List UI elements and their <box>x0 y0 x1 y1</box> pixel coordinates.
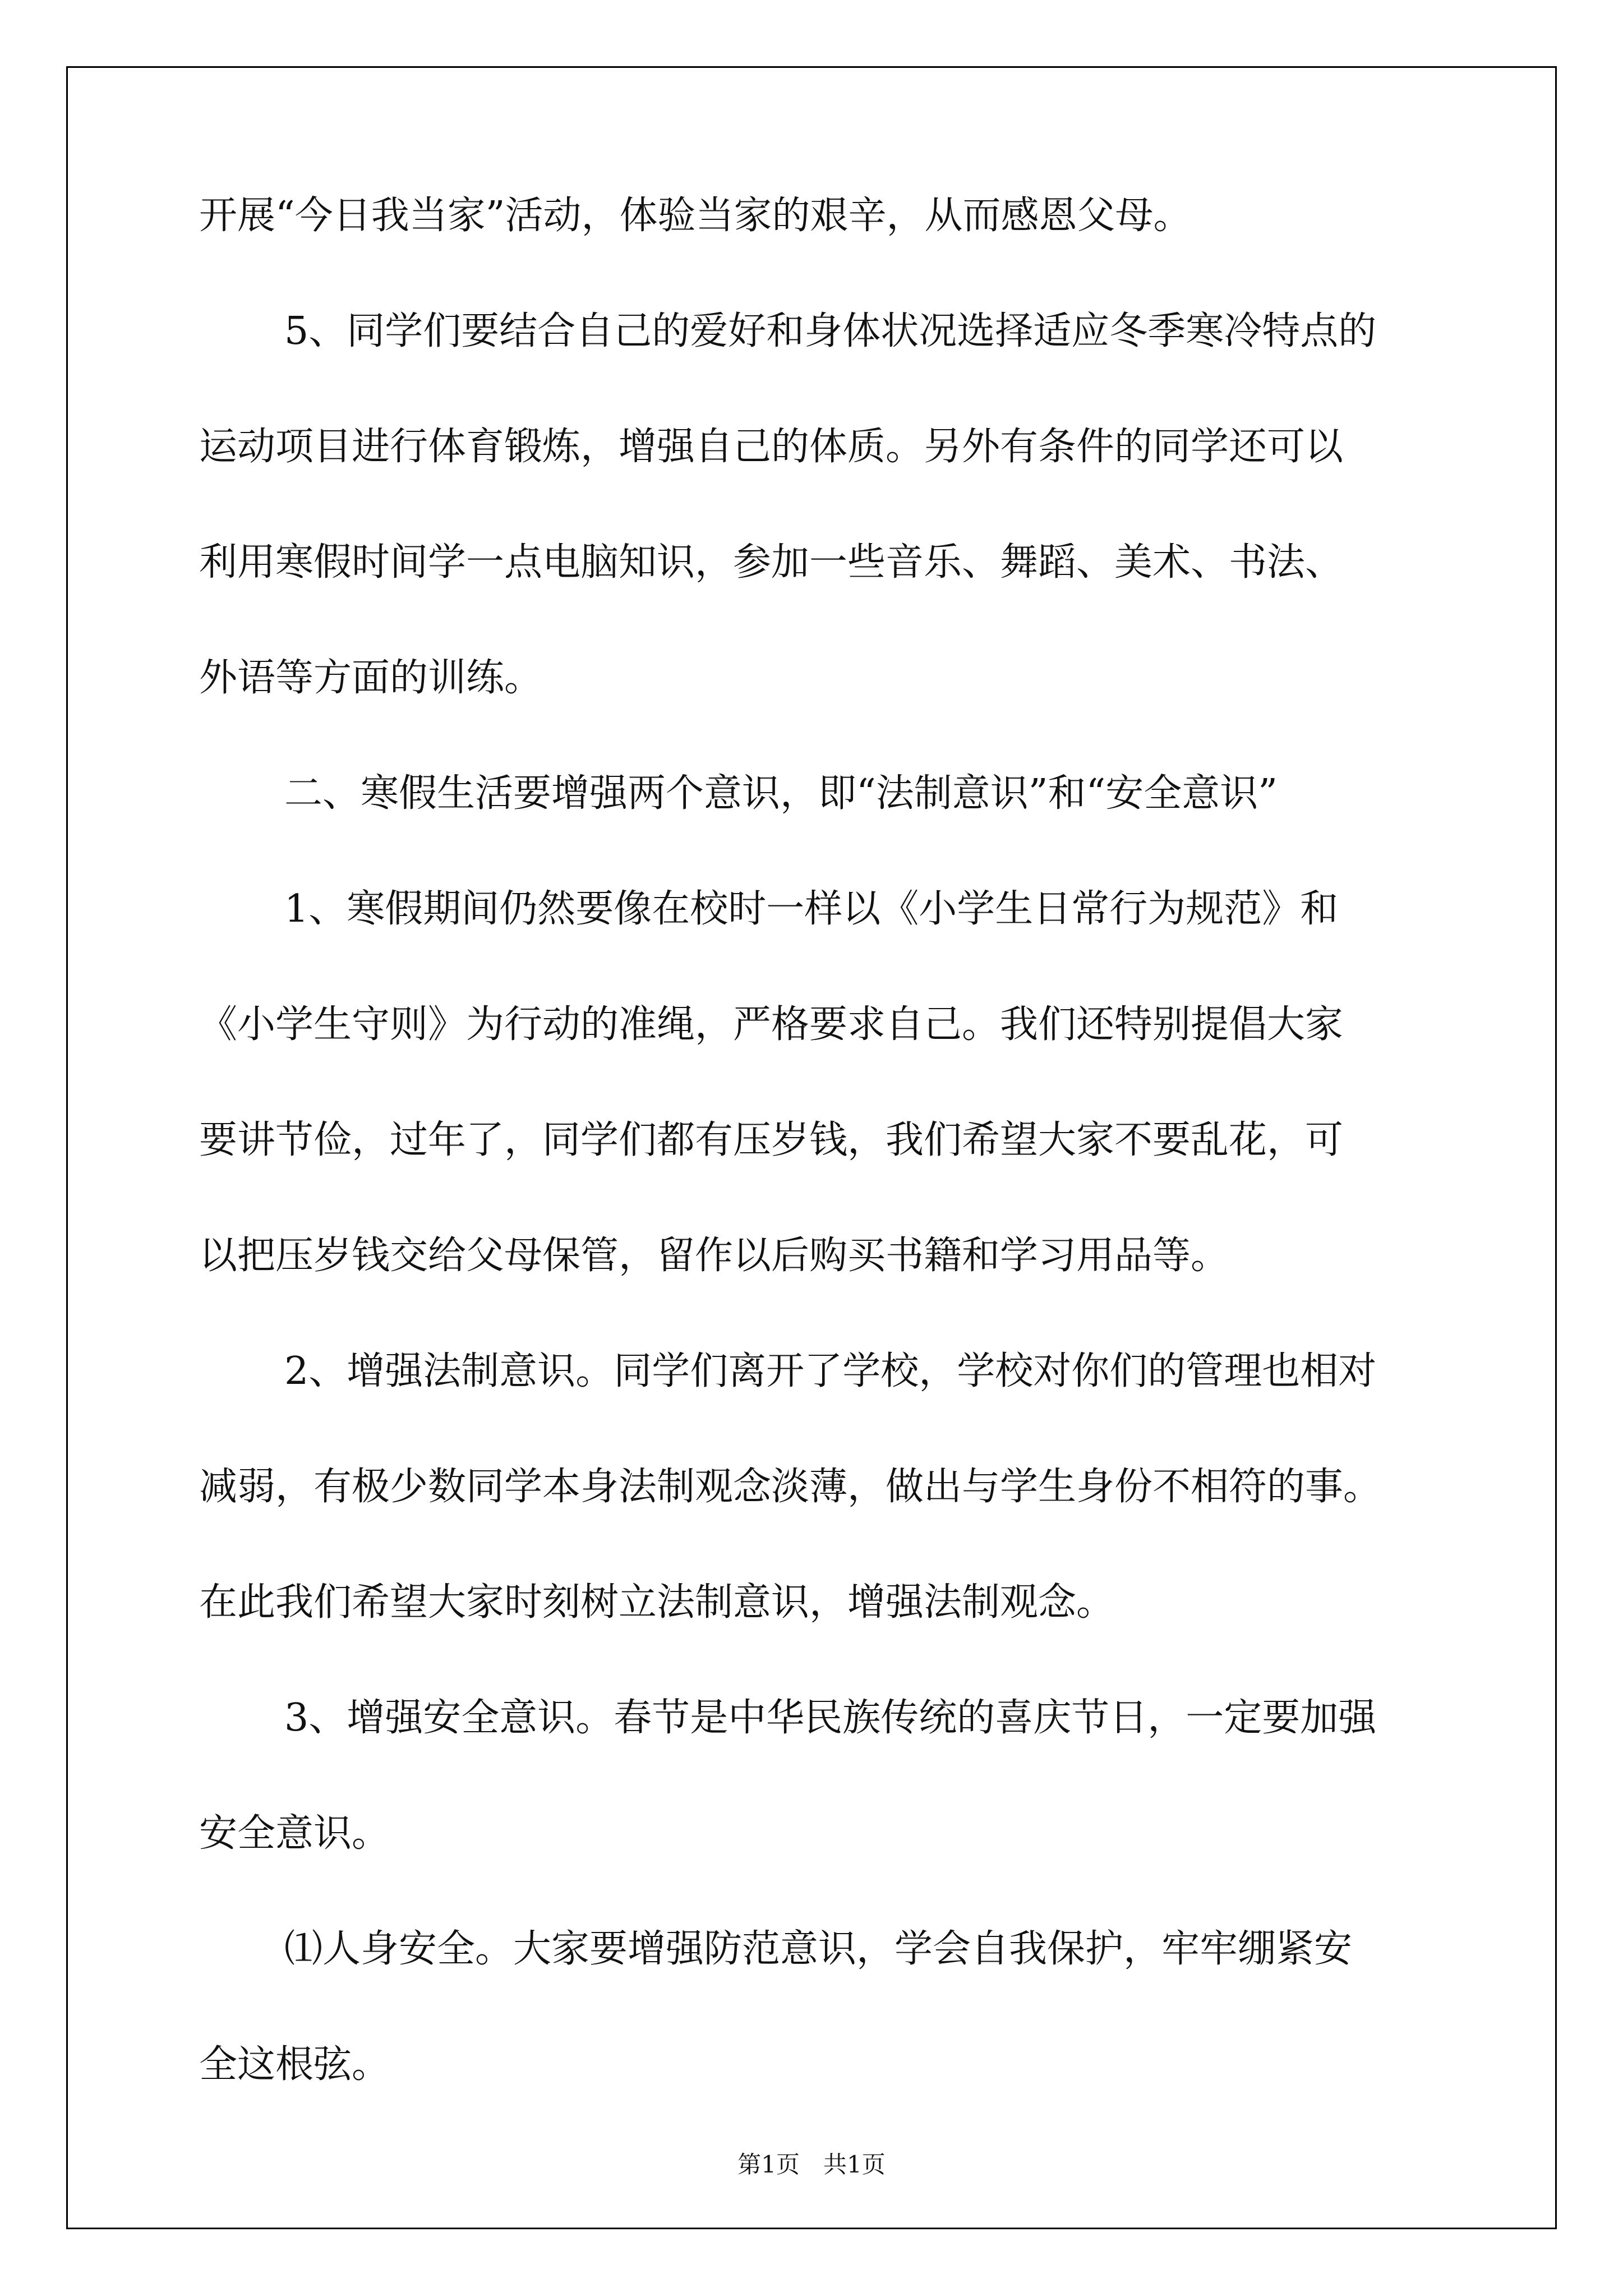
text-line: 外语等方面的训练。 <box>199 656 543 700</box>
text-line: 开展“今日我当家”活动，体验当家的艰辛，从而感恩父母。 <box>199 194 1192 238</box>
text-line: 3、增强安全意识。春节是中华民族传统的喜庆节日，一定要加强 <box>284 1696 1377 1740</box>
text-line: 5、同学们要结合自己的爱好和身体状况选择适应冬季寒冷特点的 <box>284 309 1377 353</box>
section-heading: 二、寒假生活要增强两个意识，即“法制意识”和“安全意识” <box>284 771 1278 816</box>
text-line: ⑴人身安全。大家要增强防范意识，学会自我保护，牢牢绷紧安 <box>284 1927 1353 1971</box>
document-body <box>199 185 1433 2150</box>
text-line: 全这根弦。 <box>199 2042 390 2087</box>
text-line: 1、寒假期间仍然要像在校时一样以《小学生日常行为规范》和 <box>284 887 1339 931</box>
text-line: 运动项目进行体育锻炼，增强自己的体质。另外有条件的同学还可以 <box>199 425 1344 469</box>
text-line: 要讲节俭，过年了，同学们都有压岁钱，我们希望大家不要乱花，可 <box>199 1118 1344 1162</box>
text-line: 安全意识。 <box>199 1811 390 1856</box>
text-line: 利用寒假时间学一点电脑知识，参加一些音乐、舞蹈、美术、书法、 <box>199 540 1344 585</box>
text-line: 2、增强法制意识。同学们离开了学校，学校对你们的管理也相对 <box>284 1349 1377 1393</box>
page-number: 第1页 共1页 <box>737 2151 886 2178</box>
text-line: 以把压岁钱交给父母保管，留作以后购买书籍和学习用品等。 <box>199 1234 1229 1278</box>
text-line: 《小学生守则》为行动的准绳，严格要求自己。我们还特别提倡大家 <box>199 1002 1344 1047</box>
text-line: 减弱，有极少数同学本身法制观念淡薄，做出与学生身份不相符的事。 <box>199 1465 1382 1509</box>
text-line: 在此我们希望大家时刻树立法制意识，增强法制观念。 <box>199 1580 1115 1625</box>
